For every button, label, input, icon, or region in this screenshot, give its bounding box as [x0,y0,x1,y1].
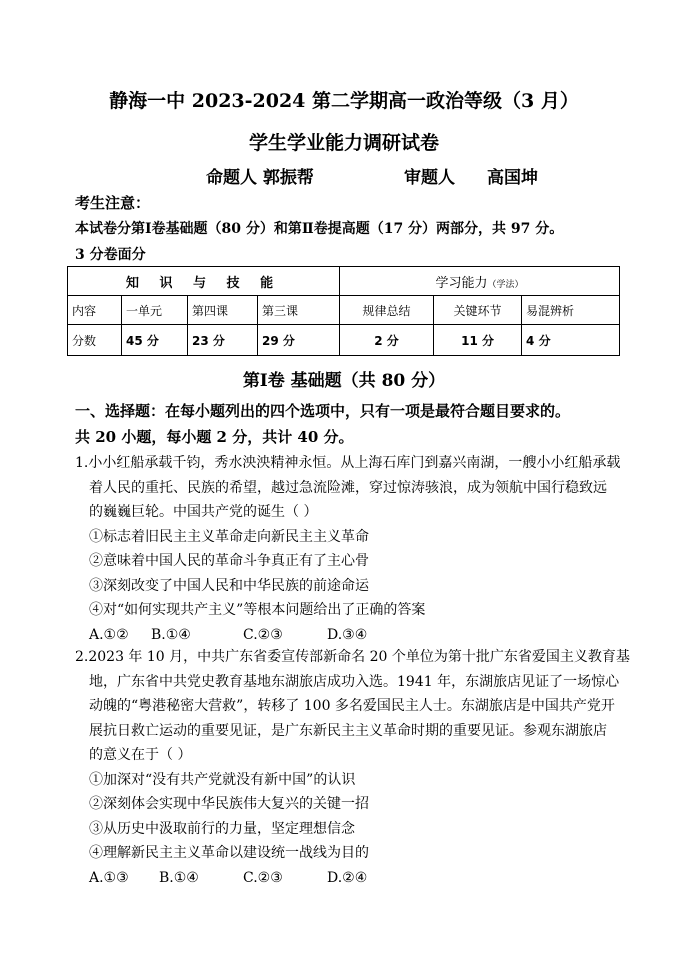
table-cell: 11 分 [434,325,522,356]
group-header-knowledge: 知 识 与 技 能 [68,267,340,296]
option-line: ②意味着中国人民的革命斗争真正有了主心骨 [89,553,369,569]
answer-choices [75,623,620,648]
row-label: 分数 [68,325,122,356]
question-text-line: 1.小小红船承载千钧，秀水泱泱精神永恒。从上海石库门到嘉兴南湖，一艘小小红船承载 [75,455,621,471]
table-cell: 45 分 [122,325,188,356]
section-instruction: 一、选择题：在每小题列出的四个选项中，只有一项是最符合题目要求的。 [75,402,571,420]
table-row [68,296,620,325]
table-cell: 关键环节 [434,296,522,325]
choice-b[interactable]: B.①④ [151,626,191,643]
section-title: 第Ⅰ卷 基础题（共 80 分） [242,371,446,391]
question-text-line: 动魄的“粤港秘密大营救”，转移了 100 多名爱国民主人士。东湖旅店是中国共产党开 [89,698,615,714]
option-line: ①加深对“没有共产党就没有新中国”的认识 [89,771,356,788]
choice-b[interactable]: B.①④ [159,869,199,886]
score-table [67,266,620,356]
question-2 [75,645,630,890]
table-cell: 29 分 [258,325,340,356]
question-text-line: 2.2023 年 10 月，中共广东省委宣传部新命名 20 个单位为第十批广东省爱国主义教育基 [75,649,630,665]
option-line: ①标志着旧民主主义革命走向新民主主义革命 [89,528,369,545]
question-text-line: 展抗日救亡运动的重要见证，是广东新民主主义革命时期的重要见证。参观东湖旅店 [89,722,607,739]
table-cell: 2 分 [340,325,434,356]
group-header-ability: 学习能力（学法） [340,267,620,296]
question-text-line: 着人民的重托、民族的希望，越过急流险滩，穿过惊涛骇浪，成为领航中国行稳致远 [89,479,607,496]
answer-choices [75,866,630,891]
table-cell: 23 分 [188,325,258,356]
table-cell: 第三课 [258,296,340,325]
row-label: 内容 [68,296,122,325]
choice-a[interactable]: A.①② [89,626,129,643]
option-line: ④理解新民主主义革命以建设统一战线为目的 [89,845,369,861]
notice-line: 3 分卷面分 [75,247,146,263]
choice-c[interactable]: C.②③ [243,626,283,643]
reviewer-label: 审题人 [404,168,455,188]
table-cell: 4 分 [522,325,620,356]
question-text-line: 的意义在于（ ） [89,747,192,763]
table-cell: 一单元 [122,296,188,325]
question-text-line: 的巍巍巨轮。中国共产党的诞生（ ） [89,504,318,520]
choice-d[interactable]: D.②④ [327,869,368,886]
choice-a[interactable]: A.①③ [89,869,129,886]
choice-c[interactable]: C.②③ [243,869,283,886]
notice-line: 本试卷分第Ⅰ卷基础题（80 分）和第Ⅱ卷提高题（17 分）两部分，共 97 分。 [75,221,564,237]
notice-heading: 考生注意： [75,194,151,212]
question-text-line: 地，广东省中共党史教育基地东湖旅店成功入选。1941 年，东湖旅店见证了一场惊心 [89,673,620,690]
option-line: ②深刻体会实现中华民族伟大复兴的关键一招 [89,796,369,812]
exam-subtitle: 学生学业能力调研试卷 [248,132,439,154]
table-header-row [68,267,620,296]
reviewer-name: 高国坤 [487,168,538,188]
table-cell: 易混辨析 [522,296,620,325]
table-cell: 第四课 [188,296,258,325]
option-line: ③深刻改变了中国人民和中华民族的前途命运 [89,577,369,594]
question-1 [75,451,620,647]
option-line: ④对“如何实现共产主义”等根本问题给出了正确的答案 [89,602,426,618]
section-instruction: 共 20 小题，每小题 2 分，共计 40 分。 [75,428,354,446]
option-line: ③从历史中汲取前行的力量，坚定理想信念 [89,820,355,837]
exam-title: 静海一中 2023-2024 第二学期高一政治等级（3 月） [109,90,579,112]
author-label: 命题人 郭振帮 [206,168,314,188]
choice-d[interactable]: D.③④ [327,626,368,643]
table-row [68,325,620,356]
table-cell: 规律总结 [340,296,434,325]
